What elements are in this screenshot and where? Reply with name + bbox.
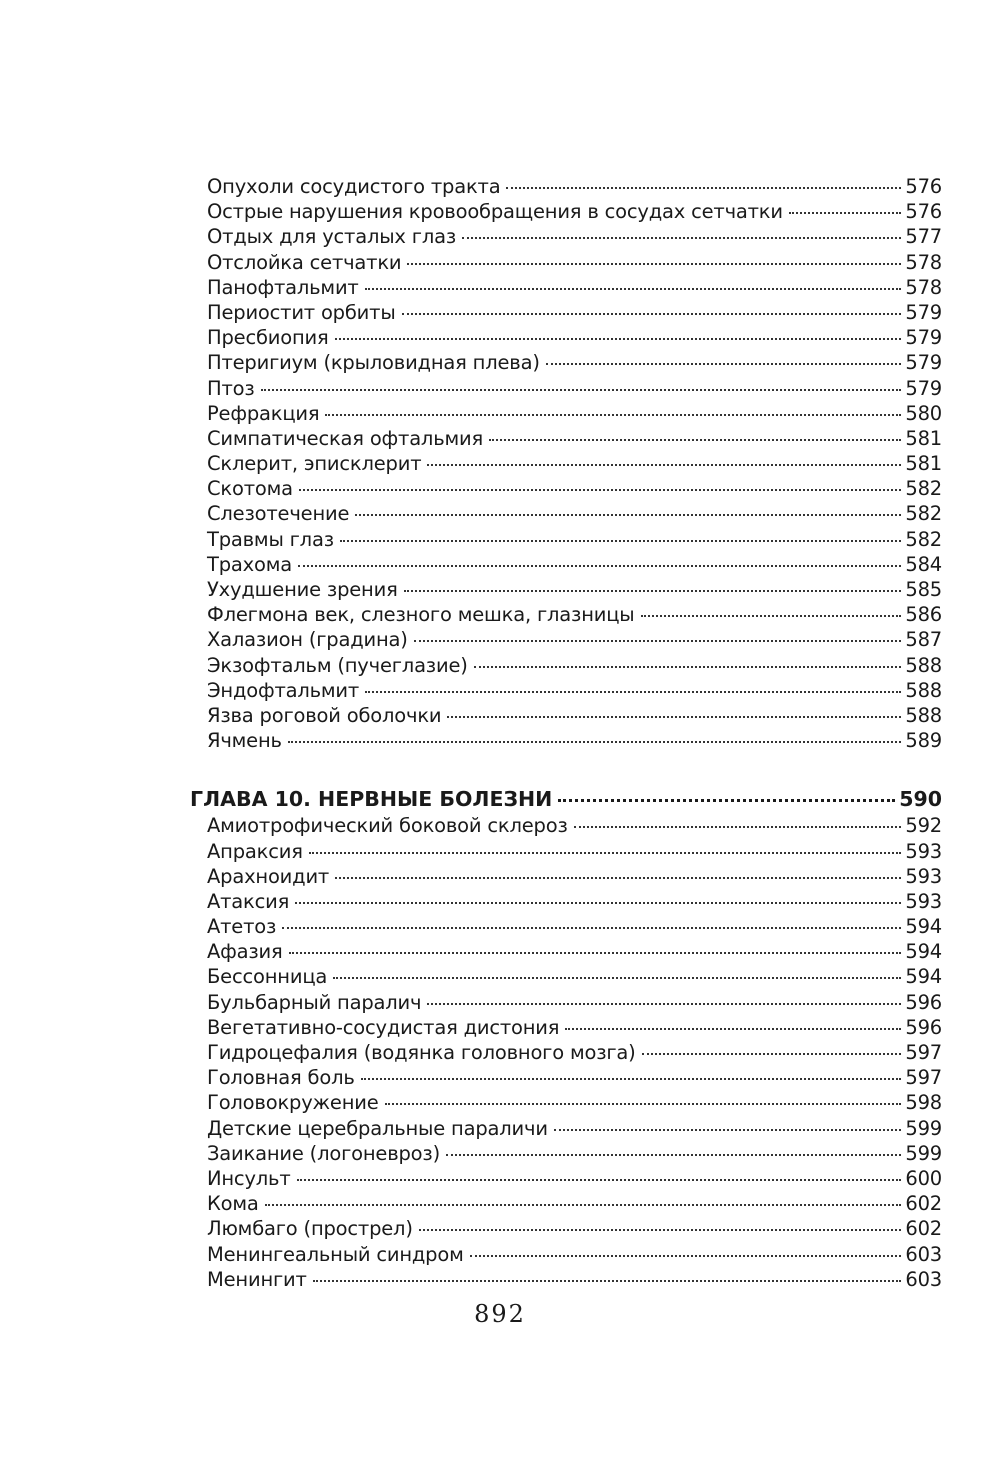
chapter-heading (190, 785, 942, 813)
entry-title: Кома (207, 1192, 259, 1216)
toc-entry (190, 250, 942, 275)
entry-page: 587 (905, 628, 942, 652)
entry-title: Слезотечение (207, 502, 350, 526)
toc-entry (190, 300, 942, 325)
entry-title: Заикание (логоневроз) (207, 1141, 440, 1165)
dot-leader (365, 288, 902, 290)
toc-entry (190, 577, 942, 602)
toc-entry (190, 914, 942, 939)
dot-leader (447, 716, 901, 718)
toc-entry (190, 275, 942, 300)
entry-page: 598 (905, 1091, 942, 1115)
entry-page: 596 (905, 1015, 942, 1039)
dot-leader (299, 489, 902, 491)
dot-leader (325, 414, 901, 416)
entry-page: 594 (905, 965, 942, 989)
toc-section-chapter-10 (190, 813, 942, 1292)
entry-page: 599 (905, 1116, 942, 1140)
dot-leader (462, 237, 901, 239)
entry-page: 582 (905, 477, 942, 501)
entry-title: Птеригиум (крыловидная плева) (207, 351, 540, 375)
entry-title: Ухудшение зрения (207, 578, 398, 601)
toc-entry (190, 889, 942, 914)
entry-page: 603 (905, 1267, 942, 1291)
toc-entry (190, 678, 942, 703)
entry-page: 592 (905, 814, 942, 838)
toc-entry (190, 1242, 942, 1267)
dot-leader (335, 338, 902, 340)
dot-leader (407, 263, 901, 265)
dot-leader (558, 799, 895, 802)
dot-leader (335, 877, 901, 879)
entry-title: Инсульт (207, 1166, 291, 1190)
toc-entry (190, 1090, 942, 1115)
entry-page: 578 (905, 250, 942, 274)
entry-page: 585 (905, 578, 942, 601)
entry-page: 589 (905, 729, 942, 753)
toc-entry (190, 602, 942, 627)
entry-page: 597 (905, 1066, 942, 1090)
entry-title: Скотома (207, 477, 293, 501)
entry-page: 579 (905, 376, 942, 400)
toc-entry (190, 552, 942, 577)
entry-title: Травмы глаз (207, 527, 334, 551)
dot-leader (446, 1154, 901, 1156)
dot-leader (288, 741, 902, 743)
toc-entry (190, 990, 942, 1015)
entry-title: Симпатическая офтальмия (207, 426, 484, 450)
toc-entry (190, 839, 942, 864)
entry-page: 578 (905, 275, 942, 299)
dot-leader (554, 1129, 902, 1131)
entry-title: Арахноидит (207, 864, 330, 888)
dot-leader (261, 389, 902, 391)
entry-page: 582 (905, 527, 942, 551)
dot-leader (297, 1179, 902, 1181)
entry-page: 603 (905, 1242, 942, 1266)
entry-page: 586 (905, 603, 942, 627)
entry-title: Трахома (207, 552, 292, 576)
entry-title: Афазия (207, 940, 283, 964)
dot-leader (309, 852, 902, 854)
entry-title: Экзофтальм (пучеглазие) (207, 653, 468, 677)
entry-page: 594 (905, 915, 942, 939)
entry-title: Менингеальный синдром (207, 1242, 464, 1266)
toc-entry (190, 451, 942, 476)
entry-page: 584 (905, 552, 942, 576)
entry-title: Амиотрофический боковой склероз (207, 814, 568, 838)
dot-leader (427, 464, 901, 466)
dot-leader (565, 1028, 901, 1030)
toc-entry (190, 527, 942, 552)
entry-page: 593 (905, 864, 942, 888)
entry-page: 588 (905, 678, 942, 702)
page-number: 892 (474, 1300, 526, 1328)
dot-leader (289, 952, 902, 954)
entry-title: Отслойка сетчатки (207, 250, 402, 274)
dot-leader (546, 363, 902, 365)
toc-entry (190, 325, 942, 350)
entry-title: Бульбарный паралич (207, 990, 422, 1014)
entry-page: 580 (905, 401, 942, 425)
entry-page: 602 (905, 1217, 942, 1241)
toc-entry (190, 376, 942, 401)
dot-leader (313, 1280, 902, 1282)
entry-page: 582 (905, 502, 942, 526)
entry-title: Головокружение (207, 1091, 379, 1115)
entry-title: Язва роговой оболочки (207, 703, 442, 727)
toc-entry (190, 728, 942, 753)
toc-entry (190, 864, 942, 889)
entry-title: Рефракция (207, 401, 320, 425)
toc-entry (190, 964, 942, 989)
toc-entry (190, 653, 942, 678)
toc-entry (190, 1267, 942, 1292)
entry-page: 576 (905, 200, 942, 224)
toc-entry (190, 1166, 942, 1191)
entry-page: 602 (905, 1192, 942, 1216)
entry-page: 600 (905, 1166, 942, 1190)
entry-title: Склерит, эписклерит (207, 452, 422, 476)
entry-title: Птоз (207, 376, 255, 400)
chapter-spacer (190, 753, 942, 785)
dot-leader (402, 313, 902, 315)
dot-leader (489, 439, 901, 441)
entry-page: 588 (905, 703, 942, 727)
entry-title: Ячмень (207, 729, 282, 753)
dot-leader (574, 826, 902, 828)
dot-leader (340, 540, 902, 542)
toc-entry (190, 401, 942, 426)
dot-leader (365, 691, 901, 693)
entry-page: 581 (905, 426, 942, 450)
dot-leader (295, 902, 901, 904)
toc-entry (190, 350, 942, 375)
toc-entry (190, 224, 942, 249)
dot-leader (361, 1078, 902, 1080)
toc-entry (190, 939, 942, 964)
entry-title: Апраксия (207, 839, 303, 863)
entry-page: 593 (905, 889, 942, 913)
toc-entry (190, 1216, 942, 1241)
dot-leader (470, 1255, 902, 1257)
entry-title: Атаксия (207, 889, 290, 913)
entry-page: 581 (905, 452, 942, 476)
entry-title: Вегетативно-сосудистая дистония (207, 1015, 560, 1039)
dot-leader (641, 615, 902, 617)
entry-page: 579 (905, 300, 942, 324)
toc-entry (190, 501, 942, 526)
entry-title: Атетоз (207, 915, 277, 939)
dot-leader (355, 514, 901, 516)
dot-leader (282, 927, 901, 929)
toc-entry (190, 1015, 942, 1040)
entry-title: Опухоли сосудистого тракта (207, 175, 501, 198)
entry-title: Острые нарушения кровообращения в сосудах сетчатки (207, 200, 783, 224)
dot-leader (789, 212, 902, 214)
entry-title: Панофтальмит (207, 275, 359, 299)
dot-leader (506, 187, 901, 189)
toc-entry (190, 1040, 942, 1065)
entry-page: 599 (905, 1141, 942, 1165)
toc-entry (190, 426, 942, 451)
toc-entry (190, 1141, 942, 1166)
toc-entry (190, 1191, 942, 1216)
entry-title: Халазион (градина) (207, 628, 408, 652)
toc-section-top (190, 174, 942, 753)
entry-page: 579 (905, 351, 942, 375)
entry-title: Бессонница (207, 965, 328, 989)
chapter-title: ГЛАВА 10. НЕРВНЫЕ БОЛЕЗНИ (190, 787, 553, 812)
dot-leader (474, 666, 902, 668)
entry-title: Люмбаго (прострел) (207, 1217, 413, 1241)
entry-page: 594 (905, 940, 942, 964)
toc-entry (190, 813, 942, 838)
dot-leader (414, 640, 902, 642)
entry-page: 596 (905, 990, 942, 1014)
dot-leader (419, 1229, 902, 1231)
chapter-page: 590 (899, 787, 942, 812)
entry-page: 597 (905, 1041, 942, 1064)
entry-title: Пресбиопия (207, 326, 329, 350)
toc-entry (190, 703, 942, 728)
entry-page: 588 (905, 653, 942, 677)
table-of-contents (190, 174, 942, 1292)
entry-page: 576 (905, 175, 942, 198)
entry-title: Флегмона век, слезного мешка, глазницы (207, 603, 635, 627)
dot-leader (642, 1053, 902, 1055)
entry-title: Отдых для усталых глаз (207, 225, 456, 249)
toc-entry (190, 1116, 942, 1141)
toc-entry (190, 199, 942, 224)
entry-title: Гидроцефалия (водянка головного мозга) (207, 1041, 636, 1064)
dot-leader (404, 590, 902, 592)
toc-entry (190, 476, 942, 501)
entry-page: 579 (905, 326, 942, 350)
dot-leader (298, 565, 901, 567)
toc-entry (190, 627, 942, 652)
dot-leader (427, 1003, 901, 1005)
dot-leader (385, 1103, 902, 1105)
entry-title: Менингит (207, 1267, 307, 1291)
dot-leader (333, 977, 901, 979)
entry-title: Эндофтальмит (207, 678, 360, 702)
entry-title: Головная боль (207, 1066, 355, 1090)
dot-leader (265, 1204, 902, 1206)
entry-page: 577 (905, 225, 942, 249)
toc-entry (190, 174, 942, 199)
toc-entry (190, 1065, 942, 1090)
entry-page: 593 (905, 839, 942, 863)
entry-title: Детские церебральные параличи (207, 1116, 548, 1140)
entry-title: Периостит орбиты (207, 300, 396, 324)
